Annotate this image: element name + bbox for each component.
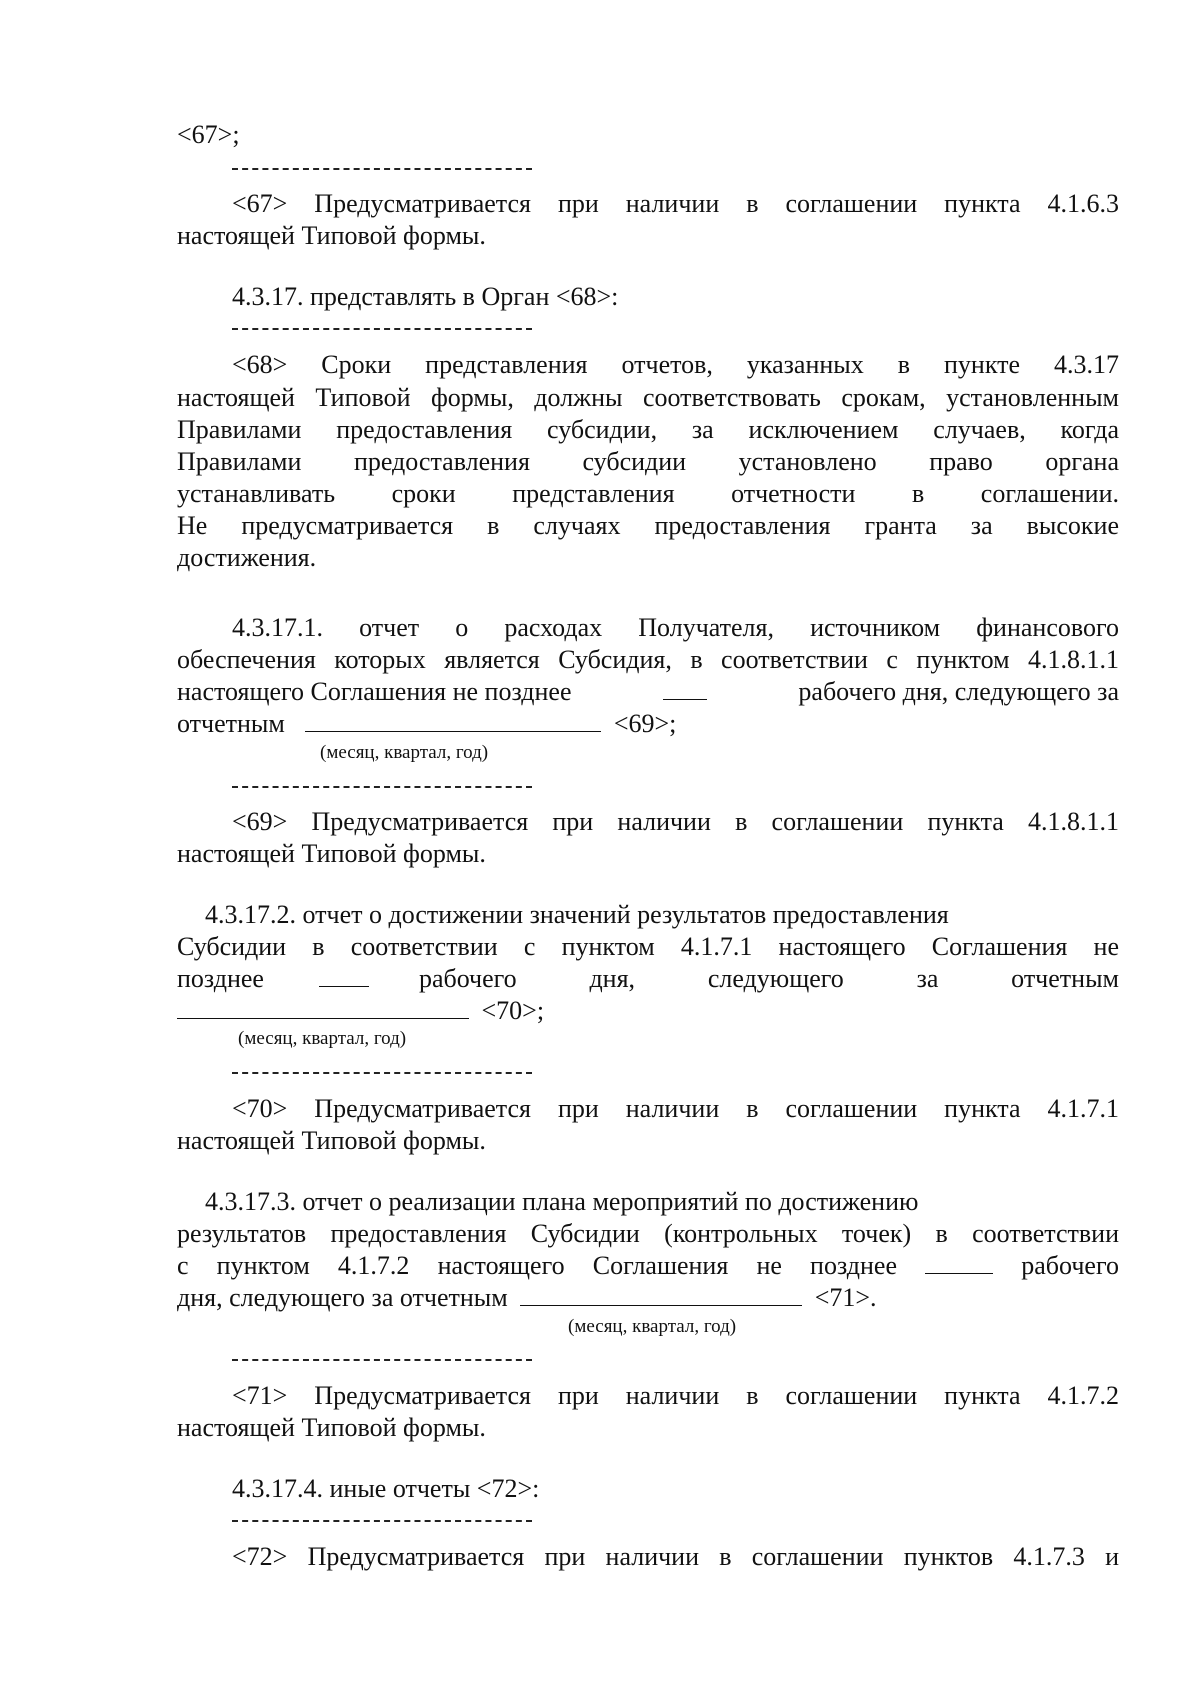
clause-heading: 4.3.17. представлять в Орган <68>: <box>232 282 619 311</box>
clause-text: рабочего дня, следующего за <box>798 677 1119 706</box>
footnote-text: устанавливать сроки представления отчетности в соглашении. <box>177 479 1119 508</box>
blank-field <box>305 709 601 732</box>
clause-text: рабочего <box>1021 1251 1119 1280</box>
footnote-text: <68> Сроки представления отчетов, указанных в пункте 4.3.17 <box>232 350 1119 379</box>
field-caption: (месяц, квартал, год) <box>320 742 489 763</box>
blank-field <box>925 1251 993 1274</box>
clause-text-line <box>177 675 1119 709</box>
footnote-separator <box>232 786 532 788</box>
footnote-text: <72> Предусматривается при наличии в соглашении пунктов 4.1.7.3 и <box>232 1542 1119 1571</box>
clause-text: позднее <box>177 964 264 993</box>
footnote-text: <71> Предусматривается при наличии в соглашении пункта 4.1.7.2 <box>232 1381 1119 1410</box>
footnote-text: <70> Предусматривается при наличии в соглашении пункта 4.1.7.1 <box>232 1094 1119 1123</box>
clause-text: настоящего Соглашения не позднее <box>177 677 572 706</box>
clause-text-line <box>177 707 1119 741</box>
clause-heading: 4.3.17.4. иные отчеты <72>: <box>232 1474 540 1503</box>
footnote-ref: <69>; <box>613 709 677 738</box>
clause-text: 4.3.17.2. отчет о достижении значений результатов предоставления <box>205 900 949 929</box>
footnote-separator <box>232 1072 532 1074</box>
clause-text: с пунктом 4.1.7.2 настоящего Соглашения не позднее <box>177 1251 897 1280</box>
blank-field <box>520 1283 802 1306</box>
footnote-ref: <70>; <box>481 996 545 1025</box>
footnote-text: настоящей Типовой формы, должны соответствовать срокам, установленным <box>177 383 1119 412</box>
footnote-separator <box>232 328 532 330</box>
clause-text: 4.3.17.1. отчет о расходах Получателя, источником финансового <box>232 613 1119 642</box>
footnote-text: <69> Предусматривается при наличии в соглашении пункта 4.1.8.1.1 <box>232 807 1119 836</box>
footnote-text: настоящей Типовой формы. <box>177 839 486 868</box>
footnote-text: <67> Предусматривается при наличии в соглашении пункта 4.1.6.3 <box>232 189 1119 218</box>
footnote-text: Не предусматривается в случаях предоставления гранта за высокие <box>177 511 1119 540</box>
clause-text-line <box>177 1249 1119 1283</box>
clause-text: 4.3.17.3. отчет о реализации плана мероприятий по достижению <box>205 1187 919 1216</box>
clause-text: обеспечения которых является Субсидия, в соответствии с пунктом 4.1.8.1.1 <box>177 645 1119 674</box>
field-caption: (месяц, квартал, год) <box>238 1028 407 1049</box>
clause-text: рабочего дня, следующего за отчетным <box>418 964 1119 993</box>
clause-text-line <box>177 1281 1119 1315</box>
field-caption: (месяц, квартал, год) <box>568 1316 737 1337</box>
footnote-text: настоящей Типовой формы. <box>177 1126 486 1155</box>
clause-text: отчетным <box>177 709 285 738</box>
blank-field <box>319 964 369 987</box>
clause-text: результатов предоставления Субсидии (контрольных точек) в соответствии <box>177 1219 1119 1248</box>
blank-field <box>663 677 707 700</box>
footnote-separator <box>232 1359 532 1361</box>
footnote-text: настоящей Типовой формы. <box>177 1413 486 1442</box>
footnote-separator <box>232 168 532 170</box>
footnote-text: Правилами предоставления субсидии, за исключением случаев, когда <box>177 415 1119 444</box>
footnote-text: Правилами предоставления субсидии установлено право органа <box>177 447 1119 476</box>
blank-field <box>177 996 469 1019</box>
text-line: <67>; <box>177 120 240 149</box>
clause-text: дня, следующего за отчетным <box>177 1283 508 1312</box>
footnote-text: достижения. <box>177 543 317 572</box>
clause-text: Субсидии в соответствии с пунктом 4.1.7.1 настоящего Соглашения не <box>177 932 1119 961</box>
clause-text-line <box>177 962 1119 996</box>
footnote-text: настоящей Типовой формы. <box>177 221 486 250</box>
clause-text-line <box>177 994 1119 1028</box>
footnote-ref: <71>. <box>814 1283 877 1312</box>
footnote-separator <box>232 1520 532 1522</box>
